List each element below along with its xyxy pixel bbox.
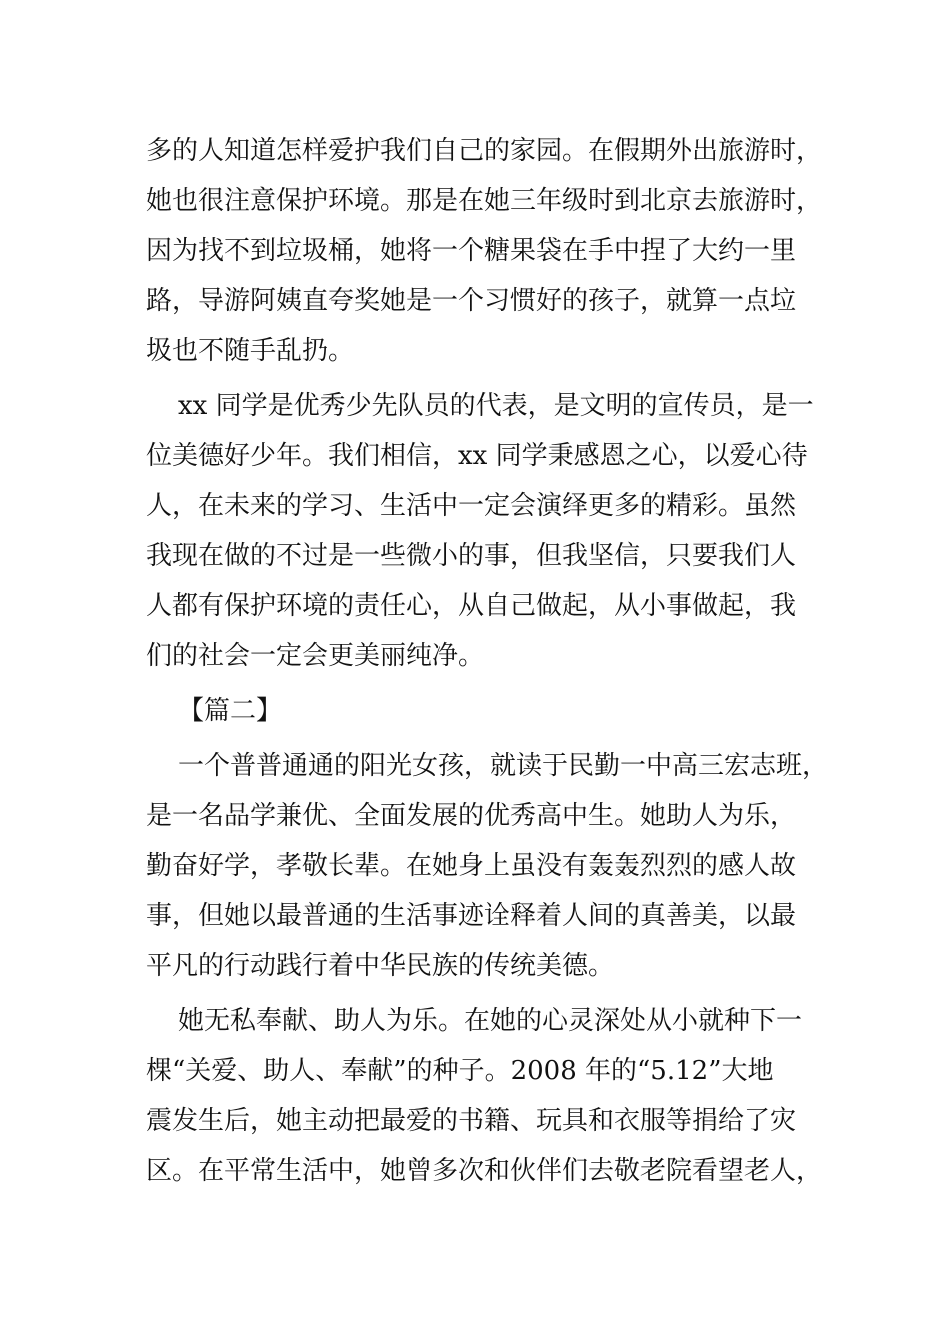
text-line: 位美德好少年。我们相信，xx 同学秉感恩之心，以爱心待 [146, 441, 808, 471]
text-line: 平凡的行动践行着中华民族的传统美德。 [146, 951, 615, 981]
text-line: 勤奋好学，孝敬长辈。在她身上虽没有轰轰烈烈的感人故 [146, 851, 797, 881]
text-line: 区。在平常生活中，她曾多次和伙伴们去敬老院看望老人， [146, 1156, 823, 1186]
text-line: 路，导游阿姨直夸奖她是一个习惯好的孩子，就算一点垃 [146, 286, 797, 316]
text-line: 是一名品学兼优、全面发展的优秀高中生。她助人为乐， [146, 801, 797, 831]
text-line: 圾也不随手乱扔。 [146, 336, 355, 366]
text-line: 多的人知道怎样爱护我们自己的家园。在假期外出旅游时， [146, 136, 823, 166]
text-line: 一个普普通通的阳光女孩，就读于民勤一中高三宏志班， [178, 751, 829, 781]
text-line: 事，但她以最普通的生活事迹诠释着人间的真善美，以最 [146, 901, 797, 931]
text-line: 震发生后，她主动把最爱的书籍、玩具和衣服等捐给了灾 [146, 1106, 797, 1136]
document-body [146, 126, 829, 1196]
paragraph-3 [146, 741, 829, 991]
paragraph-2 [146, 381, 826, 681]
text-line: 因为找不到垃圾桶，她将一个糖果袋在手中捏了大约一里 [146, 236, 797, 266]
text-line: 棵“关爱、助人、奉献”的种子。2008 年的“5.12”大地 [146, 1056, 774, 1086]
text-line: 人都有保护环境的责任心，从自己做起，从小事做起，我 [146, 591, 797, 621]
text-line: xx 同学是优秀少先队员的代表，是文明的宣传员，是一 [178, 391, 814, 421]
text-line: 我现在做的不过是一些微小的事，但我坚信，只要我们人 [146, 541, 797, 571]
text-line: 们的社会一定会更美丽纯净。 [146, 641, 485, 671]
text-line: 人，在未来的学习、生活中一定会演绎更多的精彩。虽然 [146, 491, 797, 521]
paragraph-4 [146, 996, 826, 1196]
text-line: 她无私奉献、助人为乐。在她的心灵深处从小就种下一 [178, 1006, 803, 1036]
text-line: 她也很注意保护环境。那是在她三年级时到北京去旅游时， [146, 186, 823, 216]
section-heading: 【篇二】 [178, 696, 283, 726]
paragraph-1 [146, 126, 826, 376]
